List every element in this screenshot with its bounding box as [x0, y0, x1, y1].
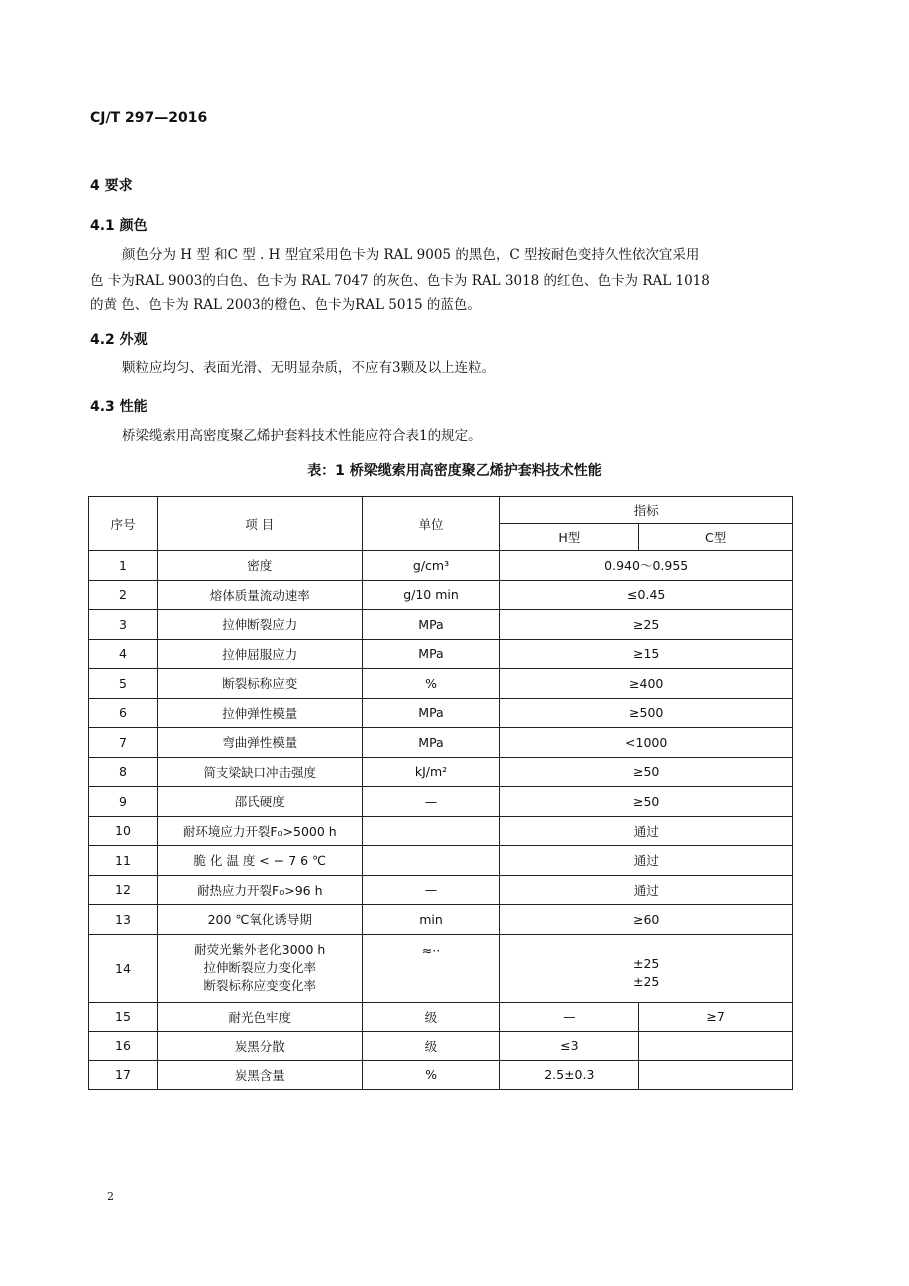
header-h-type: H型: [500, 524, 639, 551]
row-item: 炭黑分散: [157, 1031, 362, 1060]
row-no: 4: [89, 639, 158, 669]
row-value-line: ±25: [633, 955, 660, 971]
row-unit: g/cm³: [362, 551, 500, 581]
row-value: ≥25: [500, 610, 793, 640]
header-no: 序号: [89, 497, 158, 551]
row-c-value: ≥7: [639, 1002, 793, 1031]
row-unit: —: [362, 875, 500, 905]
row-value: ≥15: [500, 639, 793, 669]
row-no: 13: [89, 905, 158, 935]
row-item: 拉伸弹性模量: [157, 698, 362, 728]
row-value: 通过: [500, 875, 793, 905]
table-row: [89, 1002, 793, 1031]
row-unit: ≈··: [362, 934, 500, 1002]
row-item: 简支梁缺口冲击强度: [157, 757, 362, 787]
appearance-paragraph: 颗粒应均匀、表面光滑、无明显杂质，不应有3颗及以上连粒。: [122, 360, 496, 376]
row-no: 7: [89, 728, 158, 758]
row-value: ≥500: [500, 698, 793, 728]
row-item: 耐光色牢度: [157, 1002, 362, 1031]
row-unit: min: [362, 905, 500, 935]
row-no: 5: [89, 669, 158, 699]
page-number: 2: [107, 1190, 114, 1203]
row-item: 脆 化 温 度 < − 7 6 ℃: [157, 846, 362, 876]
row-value: <1000: [500, 728, 793, 758]
row-unit: g/10 min: [362, 580, 500, 610]
row-value: ≥50: [500, 757, 793, 787]
row-unit: kJ/m²: [362, 757, 500, 787]
header-c-type: C型: [639, 524, 793, 551]
table-row: [89, 787, 793, 817]
row-item: 断裂标称应变: [157, 669, 362, 699]
header-item: 项 目: [157, 497, 362, 551]
table-row: [89, 846, 793, 876]
header-unit: 单位: [362, 497, 500, 551]
row-unit: %: [362, 1060, 500, 1089]
row-item: 200 ℃氧化诱导期: [157, 905, 362, 935]
row-unit: MPa: [362, 610, 500, 640]
row-value: 0.940～0.955: [500, 551, 793, 581]
table-row: [89, 934, 793, 1002]
section-4-title: 4 要求: [90, 178, 133, 194]
row-item: 邵氏硬度: [157, 787, 362, 817]
table-row: [89, 551, 793, 581]
performance-table: [88, 496, 793, 1090]
color-paragraph-line-3: 的黄 色、色卡为 RAL 2003的橙色、色卡为RAL 5015 的蓝色。: [90, 297, 481, 313]
row-unit: [362, 816, 500, 846]
row-no: 16: [89, 1031, 158, 1060]
row-no: 11: [89, 846, 158, 876]
row-no: 6: [89, 698, 158, 728]
row-c-value: [639, 1031, 793, 1060]
row-no: 3: [89, 610, 158, 640]
table-caption: 表：1 桥梁缆索用高密度聚乙烯护套料技术性能: [307, 463, 602, 479]
header-index: 指标: [500, 497, 793, 524]
table-row: [89, 1060, 793, 1089]
table-row: [89, 728, 793, 758]
row-no: 9: [89, 787, 158, 817]
row-item-line: 耐荧光紫外老化3000 h: [194, 942, 326, 957]
row-unit: [362, 846, 500, 876]
table-row: [89, 905, 793, 935]
table-row: [89, 639, 793, 669]
row-no: 2: [89, 580, 158, 610]
section-4-3-title: 4.3 性能: [90, 399, 148, 415]
row-unit: —: [362, 787, 500, 817]
row-value-line: ±25: [633, 973, 660, 989]
row-h-value: ≤3: [500, 1031, 639, 1060]
row-value: 通过: [500, 846, 793, 876]
section-4-2-title: 4.2 外观: [90, 332, 148, 348]
row-item: 弯曲弹性模量: [157, 728, 362, 758]
table-row: [89, 610, 793, 640]
row-item: 炭黑含量: [157, 1060, 362, 1089]
performance-paragraph: 桥梁缆索用高密度聚乙烯护套料技术性能应符合表1的规定。: [122, 428, 482, 444]
row-item: 耐环境应力开裂F₀>5000 h: [157, 816, 362, 846]
row-unit: MPa: [362, 639, 500, 669]
row-item: 熔体质量流动速率: [157, 580, 362, 610]
row-no: 17: [89, 1060, 158, 1089]
table-row: [89, 816, 793, 846]
table-row: [89, 875, 793, 905]
row-item: 拉伸屈服应力: [157, 639, 362, 669]
table-row: [89, 1031, 793, 1060]
row-item-line: 断裂标称应变变化率: [203, 978, 317, 993]
table-row: [89, 698, 793, 728]
row-item: 耐热应力开裂F₀>96 h: [157, 875, 362, 905]
row-unit: 级: [362, 1031, 500, 1060]
row-value: ≥400: [500, 669, 793, 699]
row-item-line: 拉伸断裂应力变化率: [203, 960, 317, 975]
color-paragraph-line-1: 颜色分为 H 型 和C 型 . H 型宜采用色卡为 RAL 9005 的黑色，C 型按耐色变持久性依次宜采用: [122, 247, 700, 263]
row-value: ≤0.45: [500, 580, 793, 610]
row-unit: MPa: [362, 698, 500, 728]
row-no: 12: [89, 875, 158, 905]
table-row: [89, 669, 793, 699]
row-h-value: —: [500, 1002, 639, 1031]
row-unit: %: [362, 669, 500, 699]
row-unit: MPa: [362, 728, 500, 758]
document-code: CJ/T 297—2016: [90, 110, 208, 126]
row-no: 1: [89, 551, 158, 581]
row-item: 拉伸断裂应力: [157, 610, 362, 640]
row-no: 10: [89, 816, 158, 846]
row-no: 14: [89, 934, 158, 1002]
color-paragraph-line-2: 色 卡为RAL 9003的白色、色卡为 RAL 7047 的灰色、色卡为 RAL 3018 的红色、色卡为 RAL 1018: [90, 273, 710, 289]
table-row: [89, 580, 793, 610]
row-h-value: 2.5±0.3: [500, 1060, 639, 1089]
row-unit: 级: [362, 1002, 500, 1031]
row-value: ≥60: [500, 905, 793, 935]
row-no: 8: [89, 757, 158, 787]
table-row: [89, 757, 793, 787]
row-no: 15: [89, 1002, 158, 1031]
row-value: ≥50: [500, 787, 793, 817]
row-value: 通过: [500, 816, 793, 846]
section-4-1-title: 4.1 颜色: [90, 218, 148, 234]
row-c-value: [639, 1060, 793, 1089]
row-item: 密度: [157, 551, 362, 581]
